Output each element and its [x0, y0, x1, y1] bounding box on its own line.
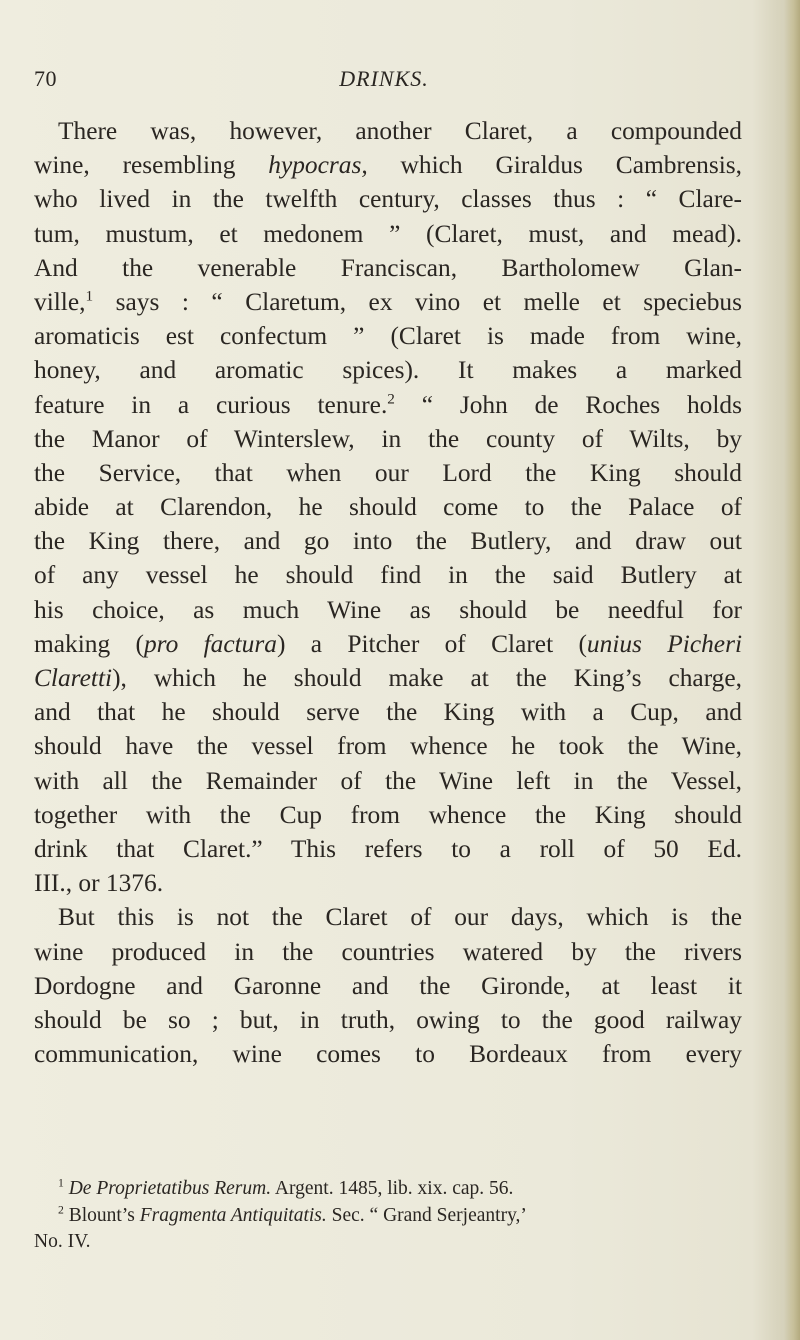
page-edge-shadow	[784, 0, 800, 1340]
text-line: wine, resembling hypocras, which Giraldus Cambrensis,	[34, 151, 742, 180]
text-line: the Manor of Winterslew, in the county of Wilts, by	[34, 424, 742, 453]
footnote-2-continuation: No. IV.	[34, 1231, 91, 1252]
text-line: should be so ; but, in truth, owing to the good railway	[34, 1005, 742, 1034]
text-line: who lived in the twelfth century, classes thus : “ Clare-	[34, 185, 742, 214]
text-line: should have the vessel from whence he took the Wine,	[34, 732, 742, 761]
text-line: abide at Clarendon, he should come to the Palace of	[34, 493, 742, 522]
footnote-ref: 1	[85, 287, 94, 305]
text-line: the King there, and go into the Butlery, and draw out	[34, 527, 742, 556]
text-line: III., or 1376.	[34, 869, 164, 898]
text-line: honey, and aromatic spices). It makes a marked	[34, 356, 742, 385]
text-line: with all the Remainder of the Wine left in the Vessel,	[34, 766, 742, 795]
text-line: wine produced in the countries watered by the rivers	[34, 937, 742, 966]
page-header	[34, 66, 734, 106]
text-line: ville,$^1$ says : “ Claretum, ex vino et melle et speciebus	[34, 287, 742, 316]
text-line: drink that Claret.” This refers to a roll of 50 Ed.	[34, 834, 742, 863]
text-line: aromaticis est confectum ” (Claret is made from wine,	[34, 322, 742, 351]
text-line: There was, however, another Claret, a compounded	[58, 117, 742, 145]
text-line: Dordogne and Garonne and the Gironde, at least it	[34, 971, 742, 1000]
text-line: Claretti), which he should make at the King’s charge,	[34, 664, 742, 692]
footnote-2: $^2$ Blount’s Fragmenta Antiquitatis. Sec. “ Grand Serjeantry,’	[58, 1203, 527, 1226]
text-line: But this is not the Claret of our days, which is the	[58, 903, 742, 932]
text-line: tum, mustum, et medonem ” (Claret, must, and mead).	[34, 219, 742, 248]
text-line: communication, wine comes to Bordeaux from every	[34, 1040, 742, 1069]
text-line: his choice, as much Wine as should be needful for	[34, 595, 742, 624]
running-head: DRINKS.	[339, 66, 429, 91]
text-line: of any vessel he should find in the said Butlery at	[34, 561, 742, 590]
page-number: 70	[34, 66, 57, 91]
text-line: feature in a curious tenure.$^2$ “ John de Roches holds	[34, 390, 742, 419]
text-line: and that he should serve the King with a Cup, and	[34, 698, 742, 727]
text-line: making (pro factura) a Pitcher of Claret (unius Picheri	[34, 629, 743, 658]
text-line: together with the Cup from whence the King should	[34, 800, 742, 829]
footnote-1: $^1$ De Proprietatibus Rerum. Argent. 1485, lib. xix. cap. 56.	[58, 1176, 514, 1199]
text-line: the Service, that when our Lord the King should	[34, 458, 742, 487]
text-line: And the venerable Franciscan, Bartholomew Glan-	[34, 253, 742, 282]
footnotes	[34, 1176, 742, 1256]
footnote-ref: 2	[387, 390, 395, 408]
body-text	[34, 114, 742, 1071]
